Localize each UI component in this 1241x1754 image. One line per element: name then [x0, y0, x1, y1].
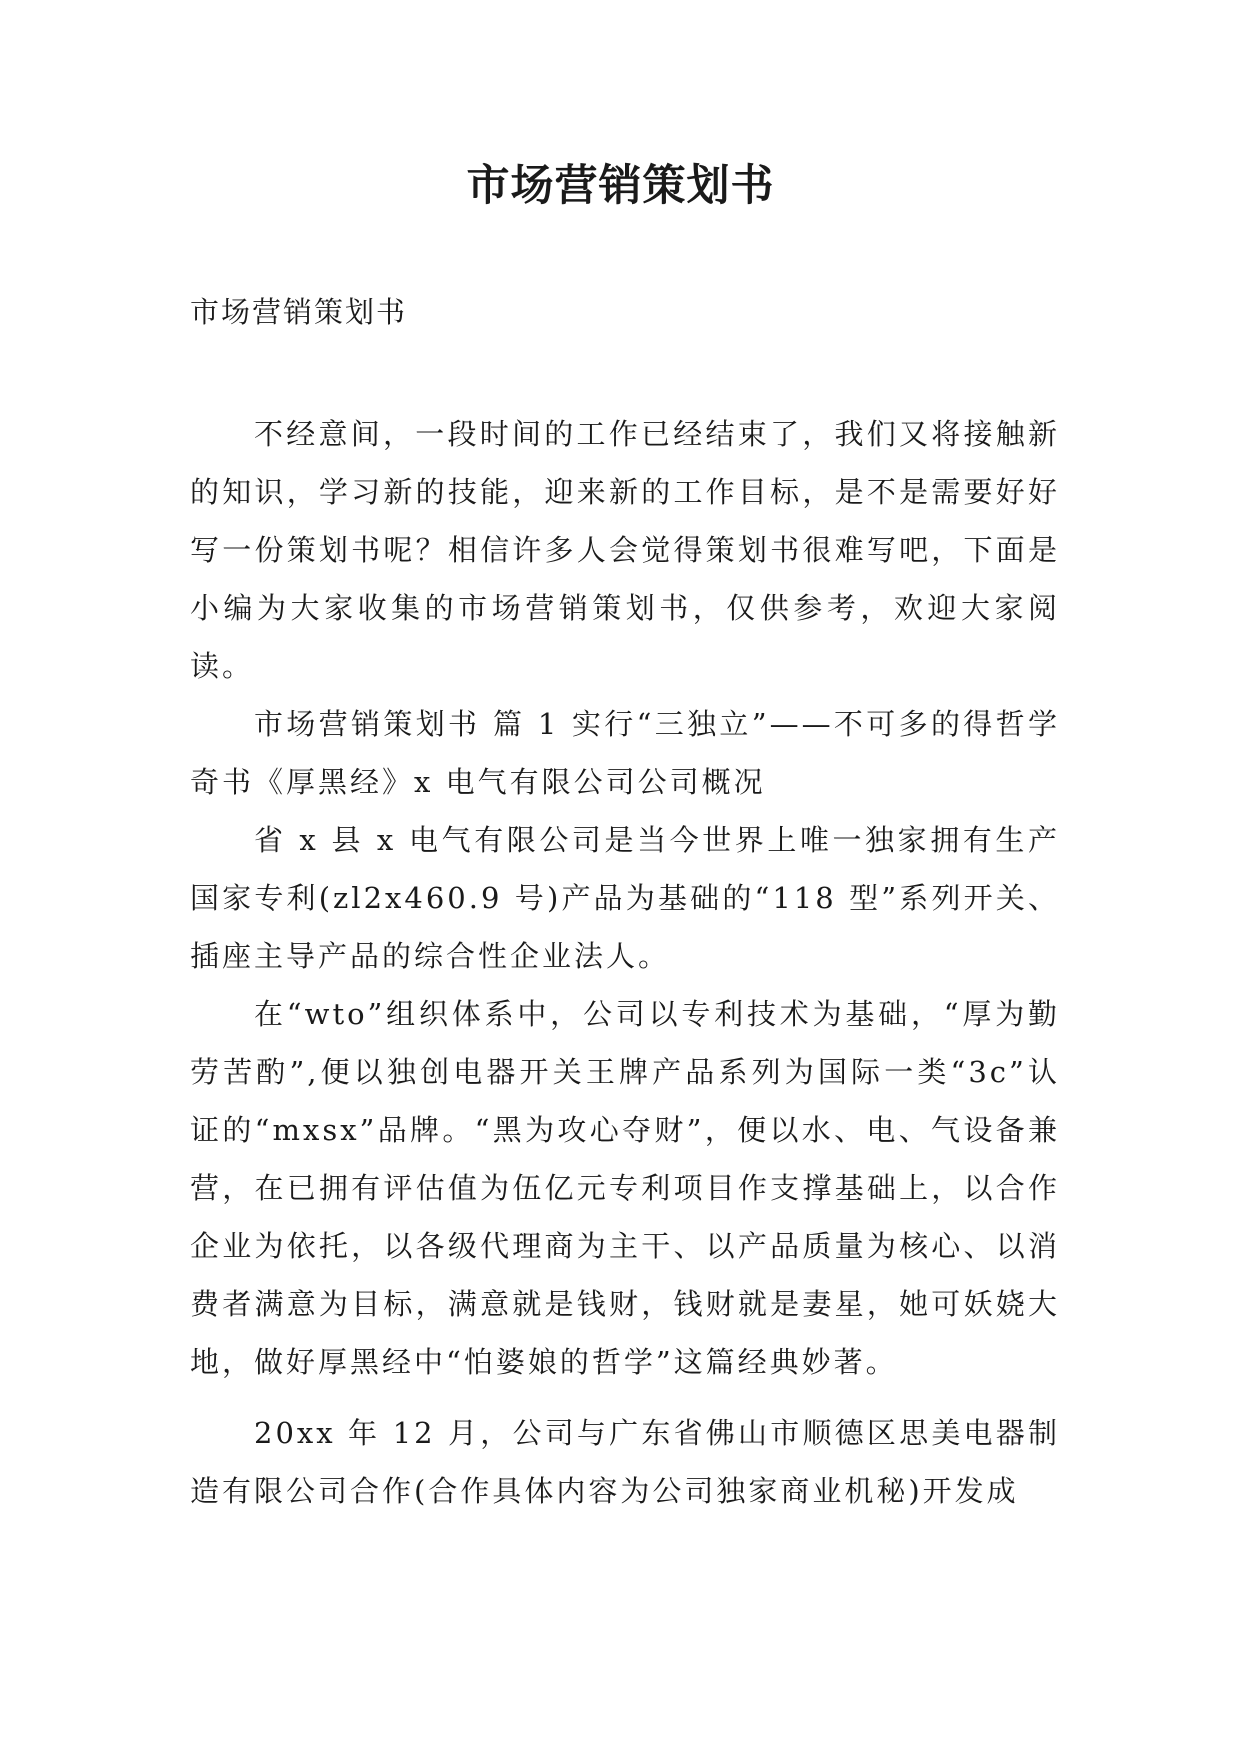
paragraph-cooperation: 20xx 年 12 月，公司与广东省佛山市顺德区思美电器制造有限公司合作(合作具体内容为公司独家商业机秘)开发成 — [190, 1416, 1060, 1508]
paragraph-intro: 不经意间，一段时间的工作已经结束了，我们又将接触新的知识，学习新的技能，迎来新的工作目标，是不是需要好好写一份策划书呢？相信许多人会觉得策划书很难写吧，下面是小编为大家收集的市场营销策划书，仅供参考，欢迎大家阅读。 — [190, 417, 1060, 683]
paragraph-section-heading: 市场营销策划书 篇 1 实行“三独立”——不可多的得哲学奇书《厚黑经》x 电气有限公司公司概况 — [190, 707, 1060, 799]
document-title: 市场营销策划书 — [466, 161, 775, 211]
document-subtitle: 市场营销策划书 — [190, 295, 408, 329]
paragraph-company-intro: 省 x 县 x 电气有限公司是当今世界上唯一独家拥有生产国家专利(zl2x460.9 号)产品为基础的“118 型”系列开关、插座主导产品的综合性企业法人。 — [190, 823, 1060, 973]
paragraph-wto: 在“wto”组织体系中，公司以专利技术为基础，“厚为勤劳苦酌”,便以独创电器开关王牌产品系列为国际一类“3c”认证的“mxsx”品牌。“黑为攻心夺财”，便以水、电、气设备兼营，在已拥有评估值为伍亿元专利项目作支撑基础上，以合作企业为依托，以各级代理商为主干、以产品质量为核心、以消费者满意为目标，满意就是钱财，钱财就是妻星，她可妖娆大地，做好厚黑经中“怕婆娘的哲学”这篇经典妙著。 — [190, 997, 1060, 1379]
document-body — [190, 405, 1060, 1520]
